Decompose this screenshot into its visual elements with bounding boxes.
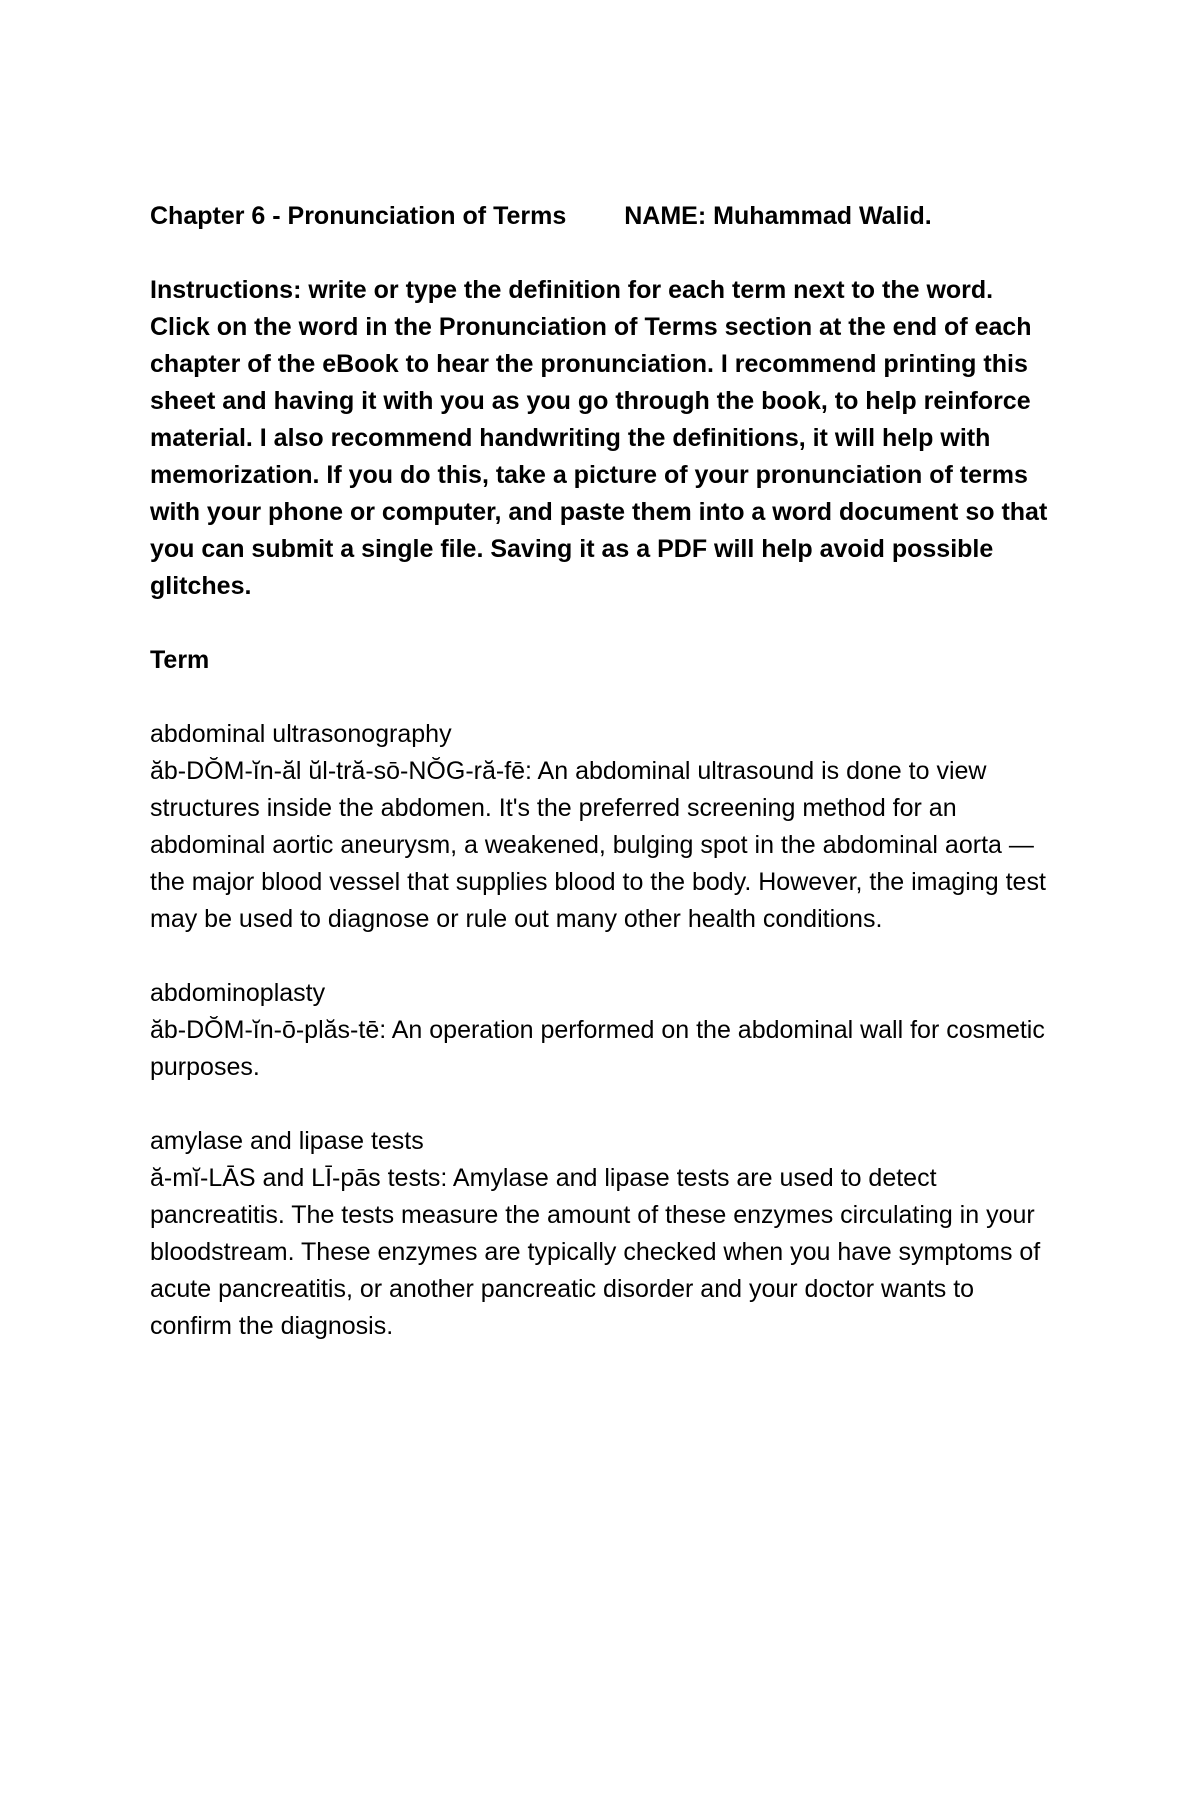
term-word: abdominoplasty [150,979,326,1007]
term-definition: ăb-DŎM-ĭn-ō-plăs-tē: An operation performed on the abdominal wall for cosmetic purposes. [150,1016,1045,1081]
term-word: abdominal ultrasonography [150,720,452,748]
term-entry [150,716,1050,938]
term-entry [150,1123,1050,1345]
term-definition: ă-mĭ-LĀS and LĪ-pās tests: Amylase and lipase tests are used to detect pancreatitis. The tests measure the amount of these enzymes circulating in your bloodstream. These enzymes are typically checked when you have symptoms of acute pancreatitis, or another pancreatic disorder and your doctor wants to confirm the diagnosis. [150,1164,1041,1340]
instructions-paragraph: Instructions: write or type the definition for each term next to the word. Click on the word in the Pronunciation of Terms section at the end of each chapter of the eBook to hear the pronunciation. I recommend printing this sheet and having it with you as you go through the book, to help reinforce material. I also recommend handwriting the definitions, it will help with memorization. If you do this, take a picture of your pronunciation of terms with your phone or computer, and paste them into a word document so that you can submit a single file. Saving it as a PDF will help avoid possible glitches. [150,276,1048,600]
term-word: amylase and lipase tests [150,1127,424,1155]
term-entry [150,975,1050,1086]
term-heading: Term [150,646,210,674]
student-name: NAME: Muhammad Walid. [624,202,932,230]
page-header [150,198,1050,235]
chapter-title: Chapter 6 - Pronunciation of Terms [150,202,567,230]
term-definition: ăb-DŎM-ĭn-ăl ŭl-tră-sō-NŎG-ră-fē: An abdominal ultrasound is done to view structures inside the abdomen. It's the preferred screening method for an abdominal aortic aneurysm, a weakened, bulging spot in the abdominal aorta — the major blood vessel that supplies blood to the body. However, the imaging test may be used to diagnose or rule out many other health conditions. [150,757,1046,933]
document-page [150,198,1050,1382]
